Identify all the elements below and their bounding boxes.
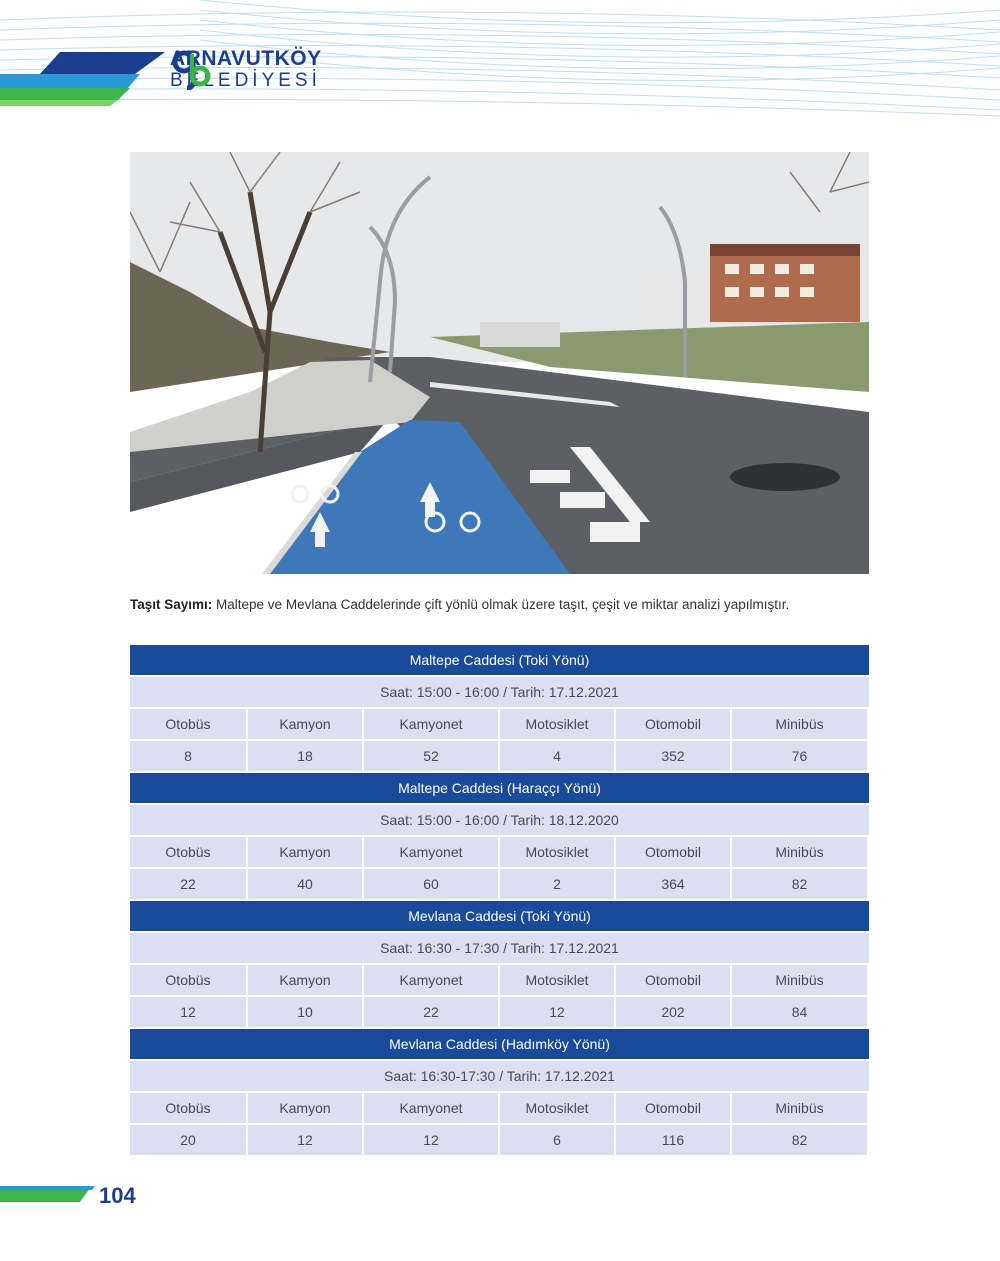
table-subtitle: Saat: 15:00 - 16:00 / Tarih: 17.12.2021	[130, 677, 869, 707]
table-cell: 12	[248, 1125, 362, 1155]
table-cell: 12	[130, 997, 246, 1027]
table-cell: 12	[500, 997, 614, 1027]
logo-line1: ARNAVUTKÖY	[170, 47, 322, 70]
table-cell: 2	[500, 869, 614, 899]
table-cell: 6	[500, 1125, 614, 1155]
column-header: Otobüs	[130, 1093, 246, 1123]
street-photo-illustration	[130, 152, 869, 574]
table-cell: 84	[732, 997, 867, 1027]
column-header: Otomobil	[616, 965, 730, 995]
logo-mark-icon	[170, 48, 212, 90]
column-header: Otomobil	[616, 709, 730, 739]
table-title: Mevlana Caddesi (Hadımköy Yönü)	[130, 1029, 869, 1059]
table-cell: 82	[732, 1125, 867, 1155]
column-header: Motosiklet	[500, 709, 614, 739]
table-cell: 12	[364, 1125, 498, 1155]
column-header: Kamyon	[248, 837, 362, 867]
logo-line2: BELEDİYESİ	[170, 70, 321, 91]
column-header: Kamyon	[248, 965, 362, 995]
column-header: Otomobil	[616, 837, 730, 867]
table-row	[130, 869, 869, 899]
page-number: 104	[99, 1183, 136, 1208]
column-header: Kamyonet	[364, 709, 498, 739]
photo-caption	[130, 597, 875, 612]
traffic-count-tables	[130, 645, 869, 1157]
column-header: Otobüs	[130, 965, 246, 995]
table-cell: 22	[130, 869, 246, 899]
street-photo	[130, 152, 869, 574]
traffic-table	[130, 645, 869, 771]
table-cell: 18	[248, 741, 362, 771]
table-subtitle: Saat: 16:30 - 17:30 / Tarih: 17.12.2021	[130, 933, 869, 963]
logo	[170, 48, 322, 90]
table-cell: 364	[616, 869, 730, 899]
table-row	[130, 997, 869, 1027]
column-header: Minibüs	[732, 1093, 867, 1123]
table-row	[130, 1125, 869, 1155]
table-title: Mevlana Caddesi (Toki Yönü)	[130, 901, 869, 931]
table-cell: 40	[248, 869, 362, 899]
column-header: Kamyonet	[364, 965, 498, 995]
table-cell: 60	[364, 869, 498, 899]
table-cell: 352	[616, 741, 730, 771]
traffic-table	[130, 1029, 869, 1155]
column-header: Motosiklet	[500, 965, 614, 995]
table-cell: 52	[364, 741, 498, 771]
page-header	[0, 0, 1000, 118]
table-header-row	[130, 965, 869, 995]
table-cell: 82	[732, 869, 867, 899]
caption-label: Taşıt Sayımı:	[130, 597, 213, 612]
column-header: Kamyonet	[364, 837, 498, 867]
column-header: Motosiklet	[500, 837, 614, 867]
table-header-row	[130, 837, 869, 867]
table-title: Maltepe Caddesi (Haraççı Yönü)	[130, 773, 869, 803]
column-header: Otobüs	[130, 709, 246, 739]
table-cell: 10	[248, 997, 362, 1027]
table-row	[130, 741, 869, 771]
table-header-row	[130, 709, 869, 739]
table-cell: 116	[616, 1125, 730, 1155]
table-title: Maltepe Caddesi (Toki Yönü)	[130, 645, 869, 675]
table-subtitle: Saat: 16:30-17:30 / Tarih: 17.12.2021	[130, 1061, 869, 1091]
traffic-table	[130, 773, 869, 899]
table-cell: 4	[500, 741, 614, 771]
table-cell: 202	[616, 997, 730, 1027]
column-header: Otobüs	[130, 837, 246, 867]
column-header: Minibüs	[732, 965, 867, 995]
column-header: Kamyon	[248, 1093, 362, 1123]
traffic-table	[130, 901, 869, 1027]
table-cell: 22	[364, 997, 498, 1027]
table-cell: 20	[130, 1125, 246, 1155]
table-subtitle: Saat: 15:00 - 16:00 / Tarih: 18.12.2020	[130, 805, 869, 835]
column-header: Minibüs	[732, 837, 867, 867]
footer-accent-bar	[0, 1186, 95, 1204]
header-decoration	[0, 0, 1000, 118]
table-cell: 76	[732, 741, 867, 771]
caption-text: Maltepe ve Mevlana Caddelerinde çift yönlü olmak üzere taşıt, çeşit ve miktar analizi yapılmıştır.	[212, 597, 790, 612]
column-header: Minibüs	[732, 709, 867, 739]
column-header: Motosiklet	[500, 1093, 614, 1123]
column-header: Otomobil	[616, 1093, 730, 1123]
table-header-row	[130, 1093, 869, 1123]
column-header: Kamyonet	[364, 1093, 498, 1123]
table-cell: 8	[130, 741, 246, 771]
column-header: Kamyon	[248, 709, 362, 739]
